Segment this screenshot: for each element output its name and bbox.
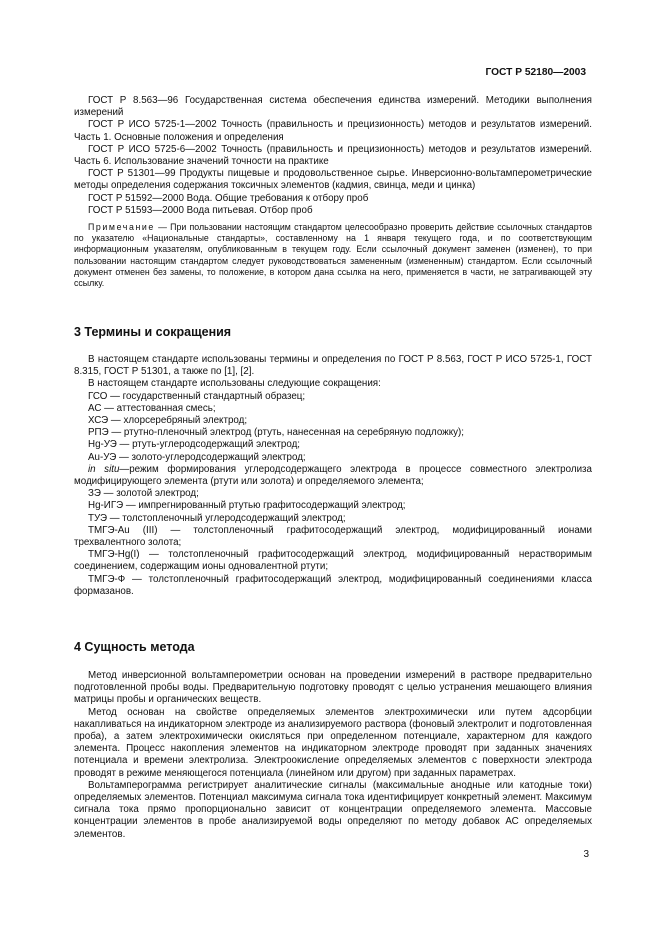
abbr-item-insitu <box>74 464 592 488</box>
reference-item: ГОСТ Р 51592—2000 Вода. Общие требования к отбору проб <box>88 192 369 204</box>
abbr-item: ТМГЭ-Ф — толстопленочный графитосодержащий электрод, модифицированный соединениями класса формазанов. <box>74 573 592 597</box>
abbr-item: АС — аттестованная смесь; <box>88 402 216 414</box>
abbr-item: ГСО — государственный стандартный образец; <box>88 390 306 402</box>
reference-item: ГОСТ Р 51593—2000 Вода питьевая. Отбор проб <box>88 204 313 216</box>
abbr-item: Au-УЭ — золото-углеродсодержащий электрод; <box>88 451 306 463</box>
section-3-body <box>74 354 592 598</box>
references-list <box>74 95 592 217</box>
section-4-body <box>74 670 592 841</box>
insitu-text: —режим формирования углеродсодержащего электрода в процессе совместного электролиза модифицирующего элемента (ртути или золота) и определяемого элемента; <box>74 463 592 488</box>
abbr-intro: В настоящем стандарте использованы следующие сокращения: <box>88 378 381 390</box>
abbr-item: Hg-ИГЭ — импрегнированный ртутью графитосодержащий электрод; <box>88 500 406 512</box>
section-4-title: 4 Сущность метода <box>74 640 195 654</box>
insitu-term: in situ <box>88 463 120 475</box>
note-label: Примечание <box>88 222 155 232</box>
section-3-intro: В настоящем стандарте использованы термины и определения по ГОСТ Р 8.563, ГОСТ Р ИСО 5725-1, ГОСТ 8.315, ГОСТ Р 51301, а также по [1], [2]. <box>74 354 592 378</box>
reference-item: ГОСТ Р ИСО 5725-6—2002 Точность (правильность и прецизионность) методов и результатов измерений. Часть 6. Использование значений точности на практике <box>74 143 592 168</box>
reference-item: ГОСТ Р ИСО 5725-1—2002 Точность (правильность и прецизионность) методов и результатов измерений. Часть 1. Основные положения и определения <box>74 119 592 143</box>
reference-item: ГОСТ Р 51301—99 Продукты пищевые и продовольственное сырье. Инверсионно-вольтамперометрические методы определения содержания токсичных элементов (кадмия, свинца, меди и цинка) <box>74 168 592 192</box>
abbr-item: ТМГЭ-Hg(I) — толстопленочный графитосодержащий электрод, модифицированный нерастворимым соединением, содержащим ионы одновалентной ртути; <box>74 549 592 573</box>
note-text: — При пользовании настоящим стандартом целесообразно проверить действие ссылочных стандартов по указателю «Национальные стандарты», составленному на 1 января текущего года, и по соответствующим информационным указателям, опубликованным в текущем году. Если ссылочный документ заменен (изменен), то при пользовании настоящим стандартом следует руководствоваться замененным (измененным) стандартом. Если ссылочный документ отменен без замены, то положение, в котором дана ссылка на него, применяется в части, не затрагивающей эту ссылку. <box>74 222 592 289</box>
page-number: 3 <box>583 849 589 860</box>
abbr-item: ТМГЭ-Au (III) — толстопленочный графитосодержащий электрод, модифицированный ионами трехвалентного золота; <box>74 524 592 549</box>
abbr-item: ТУЭ — толстопленочный углеродсодержащий электрод; <box>88 512 346 524</box>
abbr-item: РПЭ — ртутно-пленочный электрод (ртуть, нанесенная на серебряную подложку); <box>88 427 464 439</box>
section-4-paragraph: Вольтамперограмма регистрирует аналитические сигналы (максимальные анодные или катодные токи) определяемых элементов. Потенциал максимума сигнала тока идентифицирует конкретный элемент. Максимум сигнала тока прямо пропорционально зависит от концентрации определяемого элемента. Массовые концентрации элементов в пробе анализируемой воды определяют по методу добавок АС определяемых элементов. <box>74 779 592 840</box>
section-4-paragraph: Метод основан на свойстве определяемых элементов электрохимически или путем адсорбции накапливаться на индикаторном электроде из анализируемого раствора (фоновый электролит и подготовленная проба), а затем электрохимически окисляться при определенном потенциале, характерном для каждого элемента. Процесс накопления элементов на индикаторном электроде проводят при заданных значениях потенциала и времени электролиза. Электроокисление определяемых элементов с поверхности электрода проводят в режиме меняющегося потенциала (линейном или другом) при заданных параметрах. <box>74 706 592 779</box>
abbr-item: ХСЭ — хлорсеребряный электрод; <box>88 415 248 427</box>
reference-item: ГОСТ Р 8.563—96 Государственная система обеспечения единства измерений. Методики выполнения измерений <box>74 95 592 119</box>
abbr-item: Hg-УЭ — ртуть-углеродсодержащий электрод; <box>88 439 301 451</box>
document-header: ГОСТ Р 52180—2003 <box>485 67 586 78</box>
section-4-paragraph: Метод инверсионной вольтамперометрии основан на проведении измерений в растворе предварительно подготовленной пробы воды. Предварительную подготовку проводят с целью устранения мешающего влияния матрицы пробы и органических веществ. <box>74 670 592 706</box>
references-note <box>74 222 592 289</box>
section-3-title: 3 Термины и сокращения <box>74 325 232 339</box>
abbr-item: ЗЭ — золотой электрод; <box>88 488 199 500</box>
